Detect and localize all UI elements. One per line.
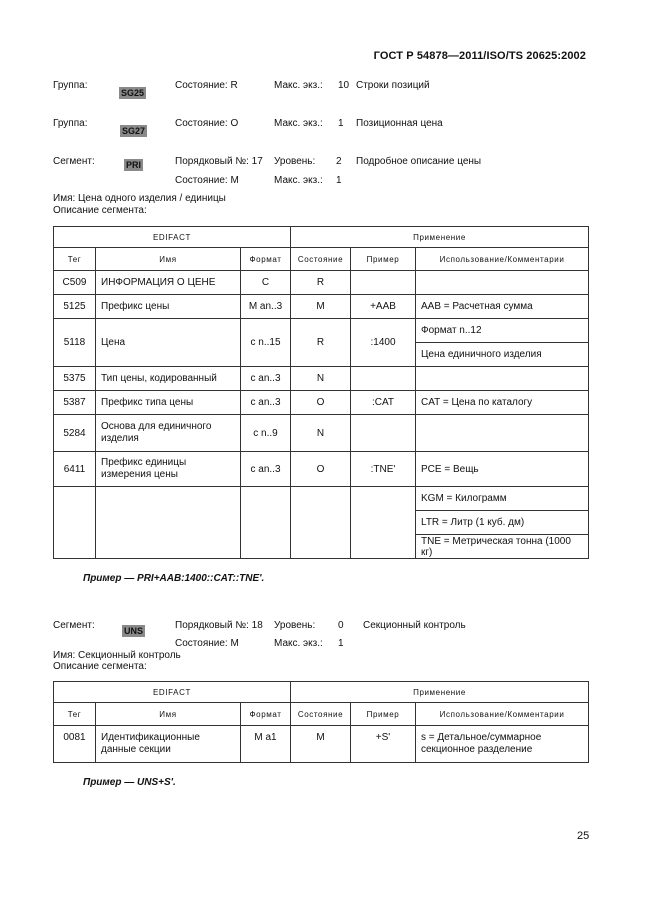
table-row	[54, 367, 589, 391]
example-cell: +AAB	[351, 295, 416, 319]
tag-cell: 5387	[54, 391, 96, 415]
segment-table-pri	[53, 226, 589, 559]
name-cell: Основа для единичного изделия	[96, 415, 241, 452]
name-column-header: Имя	[96, 703, 241, 726]
example-cell	[351, 415, 416, 452]
usage-column-header: Использование/Комментарии	[416, 248, 589, 271]
segment-max-label: Макс. экз.:	[274, 638, 323, 649]
segment-code-badge: UNS	[124, 626, 144, 636]
usage-cell: PCE = Вещь	[416, 452, 589, 487]
status-cell: M	[291, 295, 351, 319]
segment-level-value: 0	[338, 620, 344, 631]
example-cell: +S'	[351, 726, 416, 763]
table-row	[54, 415, 589, 452]
segment-description-label: Описание сегмента:	[53, 661, 147, 672]
example-cell	[351, 367, 416, 391]
example-text: Пример — UNS+S'.	[83, 777, 176, 788]
usage-cell: TNE = Метрическая тонна (1000 кг)	[416, 535, 589, 559]
tag-cell: C509	[54, 271, 96, 295]
format-column-header: Формат	[241, 248, 291, 271]
tag-cell: 5284	[54, 415, 96, 452]
status-cell: N	[291, 367, 351, 391]
usage-cell: AAB = Расчетная сумма	[416, 295, 589, 319]
format-cell: с n..15	[241, 319, 291, 367]
segment-description-label: Описание сегмента:	[53, 205, 147, 216]
usage-cell	[416, 367, 589, 391]
usage-cell: s = Детальное/суммарное секционное разделение	[416, 726, 589, 763]
name-cell: Префикс цены	[96, 295, 241, 319]
table-row	[54, 391, 589, 415]
name-column-header: Имя	[96, 248, 241, 271]
segment-seq: Порядковый №: 17	[175, 156, 263, 167]
format-column-header: Формат	[241, 703, 291, 726]
format-cell: C	[241, 271, 291, 295]
name-cell: Префикс типа цены	[96, 391, 241, 415]
table-row	[54, 295, 589, 319]
tag-column-header: Тег	[54, 248, 96, 271]
status-cell: O	[291, 452, 351, 487]
page-number: 25	[577, 830, 590, 842]
name-cell: Префикс единицы измерения цены	[96, 452, 241, 487]
segment-level-label: Уровень:	[274, 620, 316, 631]
group-code-badge: SG27	[122, 126, 146, 136]
group-max-label: Макс. экз.:	[274, 80, 323, 91]
segment-state: Состояние: M	[175, 638, 239, 649]
document-header: ГОСТ Р 54878—2011/ISO/TS 20625:2002	[373, 50, 586, 62]
status-cell: N	[291, 415, 351, 452]
application-header: Применение	[291, 682, 589, 703]
group-description: Позиционная цена	[356, 118, 443, 129]
status-cell: R	[291, 319, 351, 367]
segment-max-value: 1	[336, 175, 342, 186]
segment-table-uns	[53, 681, 589, 763]
segment-state: Состояние: M	[175, 175, 239, 186]
name-cell: ИНФОРМАЦИЯ О ЦЕНЕ	[96, 271, 241, 295]
format-cell: M an..3	[241, 295, 291, 319]
group-label: Группа:	[53, 118, 88, 129]
group-code-badge: SG25	[121, 88, 145, 98]
usage-cell: Цена единичного изделия	[416, 343, 589, 367]
example-column-header: Пример	[351, 248, 416, 271]
name-cell: Цена	[96, 319, 241, 367]
segment-label: Сегмент:	[53, 620, 95, 631]
edifact-header: EDIFACT	[54, 227, 291, 248]
segment-name: Имя: Цена одного изделия / единицы	[53, 193, 226, 204]
status-cell: R	[291, 271, 351, 295]
usage-column-header: Использование/Комментарии	[416, 703, 589, 726]
example-column-header: Пример	[351, 703, 416, 726]
usage-cell: KGM = Килограмм	[416, 487, 589, 511]
edifact-header: EDIFACT	[54, 682, 291, 703]
group-description: Строки позиций	[356, 80, 430, 91]
table-row	[54, 487, 589, 511]
segment-level-value: 2	[336, 156, 342, 167]
group-max-value: 10	[338, 80, 350, 91]
name-cell: Тип цены, кодированный	[96, 367, 241, 391]
segment-code-badge: PRI	[126, 160, 142, 170]
table-row	[54, 319, 589, 343]
format-cell: с an..3	[241, 391, 291, 415]
format-cell: с an..3	[241, 452, 291, 487]
segment-level-label: Уровень:	[274, 156, 316, 167]
usage-cell: LTR = Литр (1 куб. дм)	[416, 511, 589, 535]
status-cell: O	[291, 391, 351, 415]
group-max-value: 1	[338, 118, 344, 129]
tag-cell: 0081	[54, 726, 96, 763]
group-state: Состояние: O	[175, 118, 239, 129]
segment-name: Имя: Секционный контроль	[53, 650, 181, 661]
usage-cell: Формат n..12	[416, 319, 589, 343]
format-cell: с n..9	[241, 415, 291, 452]
format-cell: с an..3	[241, 367, 291, 391]
table-row	[54, 452, 589, 487]
tag-cell: 5118	[54, 319, 96, 367]
tag-cell: 5375	[54, 367, 96, 391]
status-cell: M	[291, 726, 351, 763]
group-state: Состояние: R	[175, 80, 238, 91]
status-column-header: Состояние	[291, 248, 351, 271]
segment-description: Подробное описание цены	[356, 156, 482, 167]
segment-description: Секционный контроль	[363, 620, 466, 631]
segment-label: Сегмент:	[53, 156, 95, 167]
example-text: Пример — PRI+AAB:1400::CAT::TNE'.	[83, 573, 265, 584]
usage-cell: CAT = Цена по каталогу	[416, 391, 589, 415]
example-cell: :CAT	[351, 391, 416, 415]
table-row	[54, 271, 589, 295]
status-column-header: Состояние	[291, 703, 351, 726]
example-cell: :TNE'	[351, 452, 416, 487]
name-cell: Идентификационные данные секции	[96, 726, 241, 763]
application-header: Применение	[291, 227, 589, 248]
tag-column-header: Тег	[54, 703, 96, 726]
segment-max-label: Макс. экз.:	[274, 175, 323, 186]
tag-cell: 6411	[54, 452, 96, 487]
group-label: Группа:	[53, 80, 88, 91]
group-max-label: Макс. экз.:	[274, 118, 323, 129]
segment-seq: Порядковый №: 18	[175, 620, 263, 631]
usage-cell	[416, 271, 589, 295]
segment-max-value: 1	[338, 638, 344, 649]
table-row	[54, 726, 589, 763]
usage-cell	[416, 415, 589, 452]
format-cell: M a1	[241, 726, 291, 763]
tag-cell: 5125	[54, 295, 96, 319]
example-cell	[351, 271, 416, 295]
example-cell: :1400	[351, 319, 416, 367]
